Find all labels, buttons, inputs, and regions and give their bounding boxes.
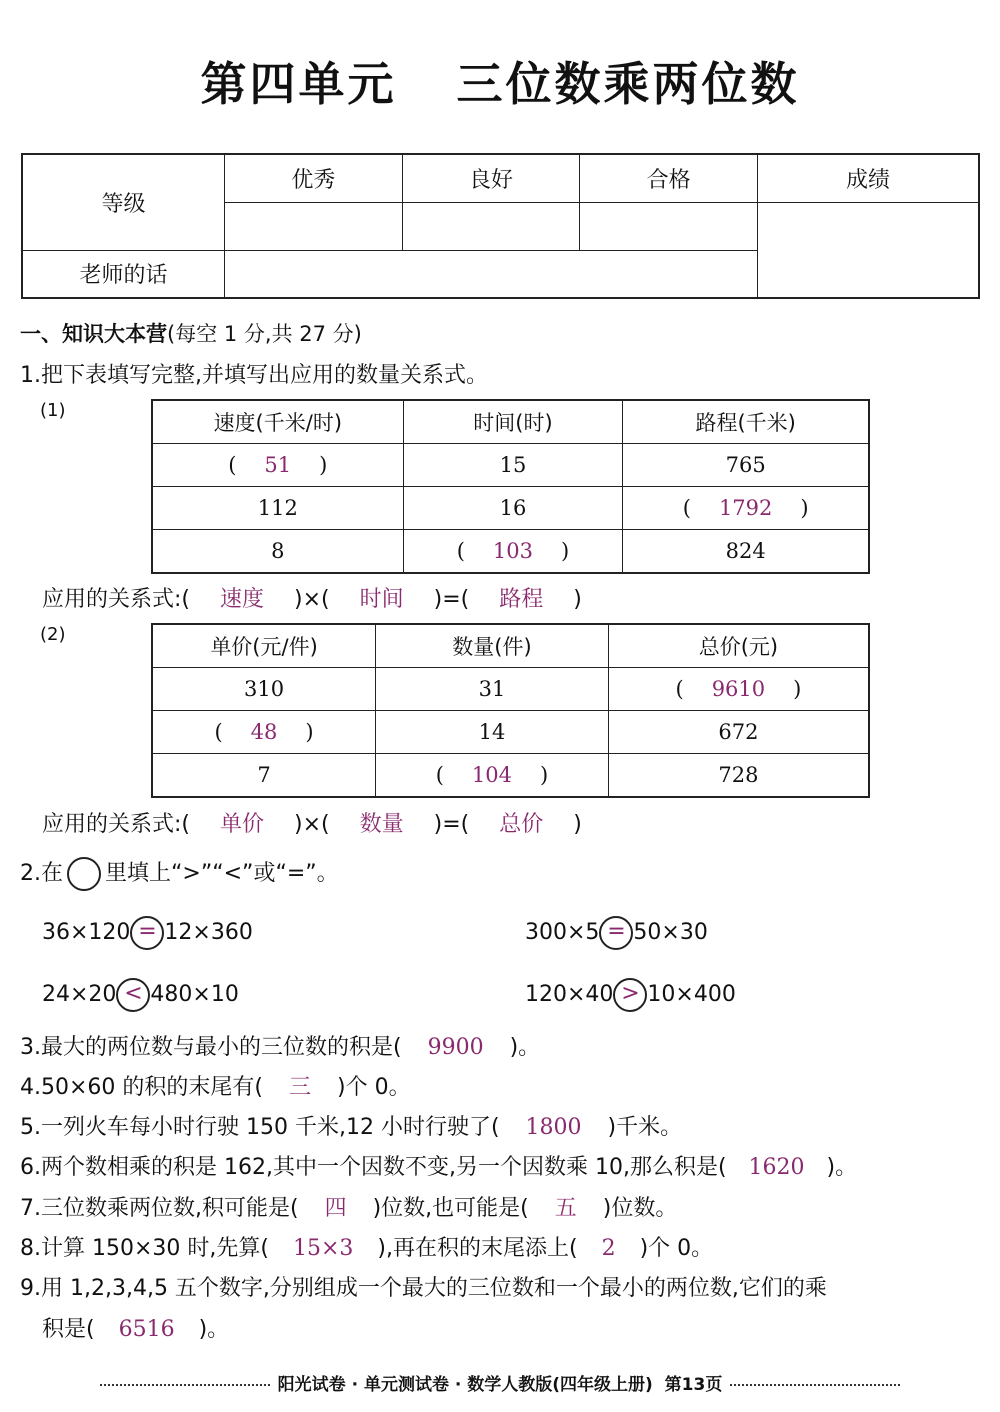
header-distance: 路程(千米) xyxy=(623,400,869,444)
q1-part2-label: (2) xyxy=(40,624,66,645)
teacher-comment-cell xyxy=(225,250,758,298)
grade-score-label: 成绩 xyxy=(757,154,979,202)
table-cell: 765 xyxy=(623,444,869,487)
question-6: 6.两个数相乘的积是 162,其中一个因数不变,另一个因数乘 10,那么积是( 1620 )。 xyxy=(20,1155,858,1180)
grade-good-cell xyxy=(402,202,580,250)
compare-item: 300×5 = 50×30 xyxy=(525,916,708,950)
table-cell: 7 xyxy=(152,754,376,798)
question-3: 3.最大的两位数与最小的三位数的积是( 9900 )。 xyxy=(20,1035,541,1060)
table-cell: 672 xyxy=(608,711,869,754)
page-title xyxy=(0,48,1000,114)
grade-excellent-label: 优秀 xyxy=(225,154,403,202)
question-9-line1: 9.用 1,2,3,4,5 五个数字,分别组成一个最大的三位数和一个最小的两位数,它们的乘 xyxy=(20,1276,827,1301)
table-cell: ( 103 ) xyxy=(403,530,623,574)
q1-part1-label: (1) xyxy=(40,400,66,421)
grade-excellent-cell xyxy=(225,202,403,250)
speed-table xyxy=(151,399,870,574)
grade-pass-label: 合格 xyxy=(580,154,758,202)
table-cell: 728 xyxy=(608,754,869,798)
footer-text: 阳光试卷 · 单元测试卷 · 数学人教版(四年级上册) xyxy=(277,1375,653,1395)
compare-circle: < xyxy=(116,978,150,1012)
compare-circle: = xyxy=(130,916,164,950)
table-cell: 31 xyxy=(376,668,609,711)
title-topic: 三位数乘两位数 xyxy=(456,57,800,111)
table-cell: 112 xyxy=(152,487,403,530)
grade-score-cell xyxy=(757,202,979,298)
q1-part1-relation: 应用的关系式:( 速度 )×( 时间 )=( 路程 ) xyxy=(42,587,582,612)
table-cell: ( 104 ) xyxy=(376,754,609,798)
table-cell: ( 1792 ) xyxy=(623,487,869,530)
compare-circle: > xyxy=(613,978,647,1012)
table-cell: 8 xyxy=(152,530,403,574)
title-unit: 第四单元 xyxy=(200,57,397,111)
section-heading: 一、知识大本营(每空 1 分,共 27 分) xyxy=(20,322,362,346)
empty-circle-icon xyxy=(67,857,101,891)
compare-item: 36×120 = 12×360 xyxy=(42,916,253,950)
question-4: 4.50×60 的积的末尾有( 三 )个 0。 xyxy=(20,1075,411,1100)
header-total-price: 总价(元) xyxy=(608,624,869,668)
table-cell: 310 xyxy=(152,668,376,711)
table-cell: ( 51 ) xyxy=(152,444,403,487)
footer-divider-right xyxy=(730,1384,900,1386)
grade-table xyxy=(21,153,980,299)
table-cell: ( 48 ) xyxy=(152,711,376,754)
header-speed: 速度(千米/时) xyxy=(152,400,403,444)
compare-item: 120×40 > 10×400 xyxy=(525,978,736,1012)
question-9-line2: 积是( 6516 )。 xyxy=(42,1317,230,1342)
table-cell: 824 xyxy=(623,530,869,574)
table-cell: ( 9610 ) xyxy=(608,668,869,711)
header-time: 时间(时) xyxy=(403,400,623,444)
grade-good-label: 良好 xyxy=(402,154,580,202)
table-cell: 14 xyxy=(376,711,609,754)
question-1-text: 1.把下表填写完整,并填写出应用的数量关系式。 xyxy=(20,363,488,388)
question-7: 7.三位数乘两位数,积可能是( 四 )位数,也可能是( 五 )位数。 xyxy=(20,1196,678,1221)
header-unit-price: 单价(元/件) xyxy=(152,624,376,668)
page-number: 第13页 xyxy=(664,1375,723,1395)
price-table xyxy=(151,623,870,798)
page-footer xyxy=(0,1370,1000,1395)
teacher-comment-label: 老师的话 xyxy=(22,250,225,298)
grade-level-label: 等级 xyxy=(22,154,225,250)
question-2-text: 2.在 里填上“>”“<”或“=”。 xyxy=(20,856,339,891)
footer-divider-left xyxy=(100,1384,270,1386)
question-5: 5.一列火车每小时行驶 150 千米,12 小时行驶了( 1800 )千米。 xyxy=(20,1115,683,1140)
table-cell: 16 xyxy=(403,487,623,530)
question-8: 8.计算 150×30 时,先算( 15×3 ),再在积的末尾添上( 2 )个 0。 xyxy=(20,1236,714,1261)
compare-circle: = xyxy=(599,916,633,950)
header-quantity: 数量(件) xyxy=(376,624,609,668)
q1-part2-relation: 应用的关系式:( 单价 )×( 数量 )=( 总价 ) xyxy=(42,812,582,837)
grade-pass-cell xyxy=(580,202,758,250)
compare-item: 24×20 < 480×10 xyxy=(42,978,239,1012)
table-cell: 15 xyxy=(403,444,623,487)
